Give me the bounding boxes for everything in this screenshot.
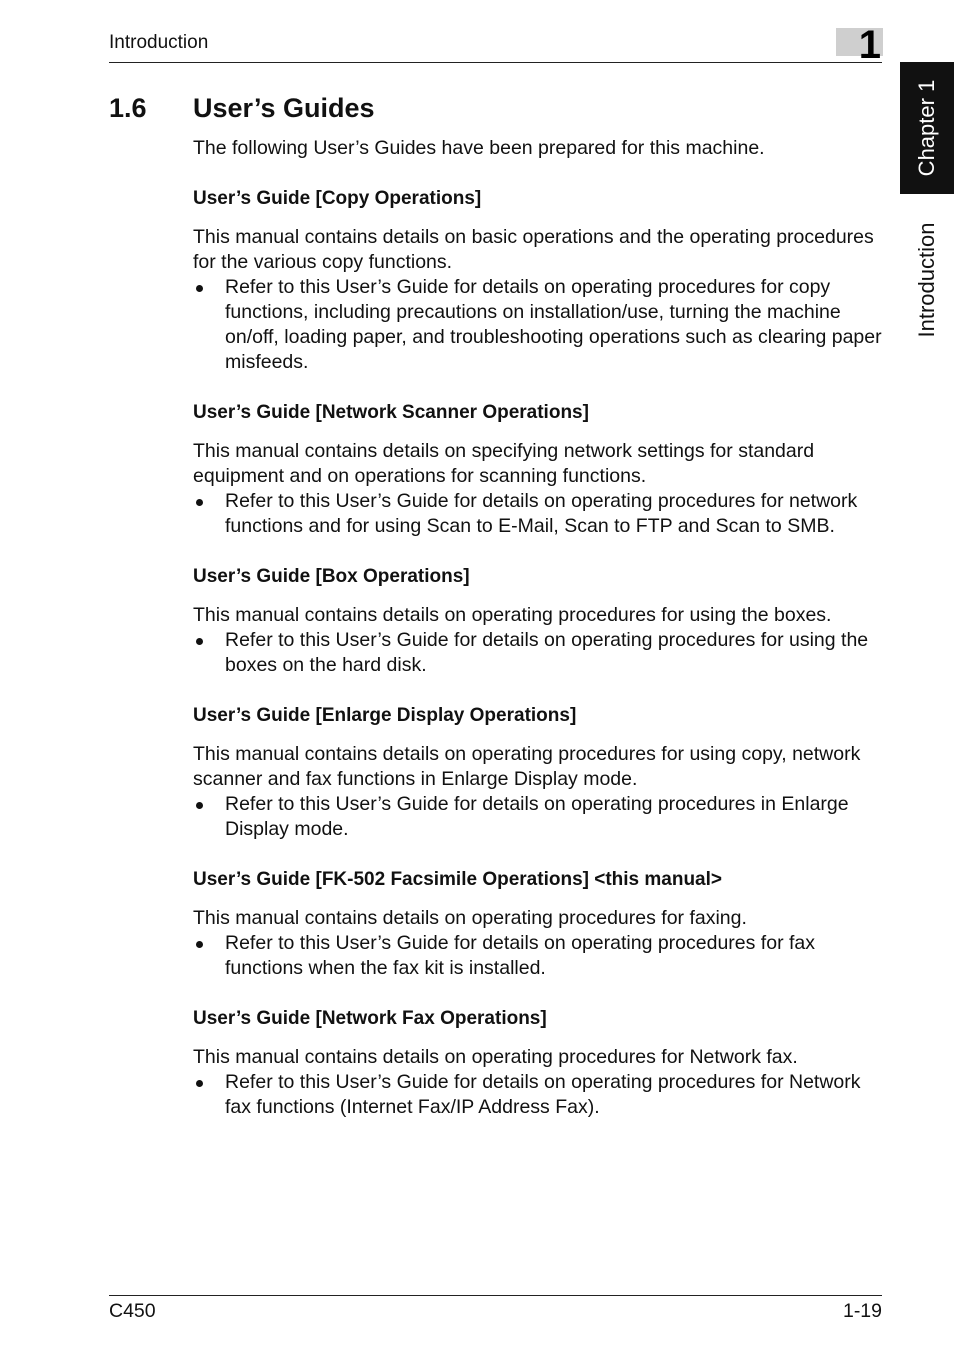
footer-page-number: 1-19	[842, 1300, 882, 1322]
footer-rule	[109, 1295, 882, 1296]
guide-description: This manual contains details on operating procedures for Network fax.	[193, 1046, 798, 1068]
guide-description: This manual contains details on operating procedures for faxing.	[193, 907, 747, 929]
guide-bullet-text: Refer to this User’s Guide for details on operating procedures for fax functions when the fax kit is installed.	[225, 932, 815, 979]
guide-bullet	[193, 489, 883, 539]
chapter-number: 1	[858, 23, 881, 67]
section-number: 1.6	[109, 93, 147, 123]
guide-bullet-text: Refer to this User’s Guide for details on operating procedures for network functions and for using Scan to E-Mail, Scan to FTP and Scan to SMB.	[225, 490, 858, 537]
side-tab-chapter-label: Chapter 1	[914, 79, 939, 177]
bullet-dot-icon	[196, 285, 203, 292]
guide-block	[193, 400, 883, 539]
bullet-dot-icon	[196, 802, 203, 809]
guide-heading: User’s Guide [Copy Operations]	[193, 188, 482, 209]
guide-heading: User’s Guide [Box Operations]	[193, 566, 470, 587]
guide-description: This manual contains details on basic operations and the operating procedures for the various copy functions.	[193, 226, 874, 273]
guide-block	[193, 867, 883, 981]
guide-bullet	[193, 1070, 883, 1120]
footer-model: C450	[109, 1300, 156, 1322]
guide-bullet-text: Refer to this User’s Guide for details on operating procedures for copy functions, including precautions on installation/use, turning the machine on/off, loading paper, and troubleshooting operations such as clearing paper misfeeds.	[225, 276, 882, 373]
guide-heading: User’s Guide [FK-502 Facsimile Operations] <this manual>	[193, 869, 723, 890]
guide-bullet	[193, 931, 883, 981]
chapter-number-box	[836, 23, 883, 67]
guide-block	[193, 703, 883, 842]
guide-bullet	[193, 275, 883, 375]
side-tab-chapter	[900, 62, 954, 194]
guide-heading: User’s Guide [Network Fax Operations]	[193, 1008, 547, 1029]
guide-bullet-text: Refer to this User’s Guide for details on operating procedures in Enlarge Display mode.	[225, 793, 849, 840]
header-rule	[109, 62, 882, 63]
guide-description: This manual contains details on operating procedures for using copy, network scanner and fax functions in Enlarge Display mode.	[193, 743, 861, 790]
bullet-dot-icon	[196, 499, 203, 506]
guide-bullet	[193, 628, 883, 678]
guide-bullet-text: Refer to this User’s Guide for details on operating procedures for using the boxes on the hard disk.	[225, 629, 869, 676]
running-header-title: Introduction	[109, 32, 209, 53]
guide-block	[193, 1006, 883, 1120]
section-title: User’s Guides	[193, 93, 375, 123]
bullet-dot-icon	[196, 1080, 203, 1087]
guide-description: This manual contains details on specifying network settings for standard equipment and on operations for scanning functions.	[193, 440, 815, 487]
bullet-dot-icon	[196, 638, 203, 645]
side-tab-section-label: Introduction	[914, 222, 939, 338]
guide-heading: User’s Guide [Enlarge Display Operations]	[193, 705, 577, 726]
guide-heading: User’s Guide [Network Scanner Operations]	[193, 402, 589, 423]
section-intro: The following User’s Guides have been prepared for this machine.	[193, 137, 765, 159]
content	[193, 136, 883, 1145]
side-tab-section	[900, 194, 954, 366]
guide-bullet-text: Refer to this User’s Guide for details on operating procedures for Network fax functions (Internet Fax/IP Address Fax).	[225, 1071, 861, 1118]
bullet-dot-icon	[196, 941, 203, 948]
guide-bullet	[193, 792, 883, 842]
guide-description: This manual contains details on operating procedures for using the boxes.	[193, 604, 832, 626]
guide-block	[193, 564, 883, 678]
guide-block	[193, 186, 883, 375]
